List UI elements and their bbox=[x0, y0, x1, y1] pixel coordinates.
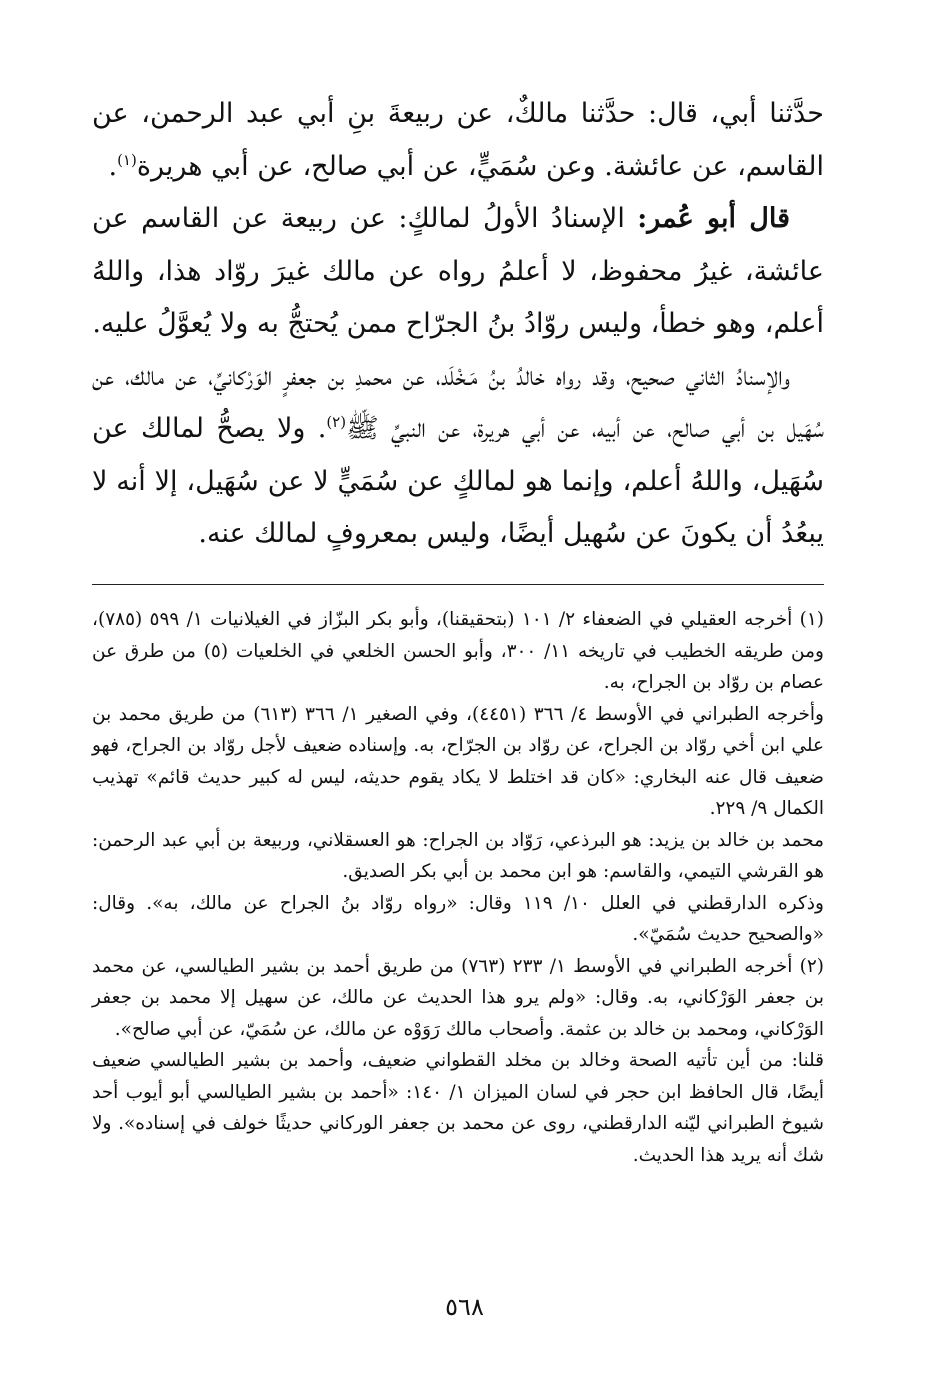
paragraph-1-end: . bbox=[108, 150, 118, 182]
book-page bbox=[0, 88, 929, 1378]
footnote-1-c: محمد بن خالد بن يزيد: هو البرذعي، رَوّاد بن الجراح: هو العسقلاني، وربيعة بن أبي عبد الرحمن: هو القرشي التيمي، والقاسم: هو ابن محمد بن أبي بكر الصديق. bbox=[92, 829, 824, 882]
paragraph-1 bbox=[92, 88, 824, 193]
paragraph-1-text: حدَّثنا أبي، قال: حدَّثنا مالكٌ، عن ربيعةَ بنِ أبي عبد الرحمن، عن القاسم، عن عائشة. وعن سُمَيٍّ، عن أبي صالح، عن أبي هريرة bbox=[92, 98, 824, 182]
footnotes bbox=[92, 604, 824, 1171]
main-text bbox=[92, 88, 824, 561]
paragraph-3-text-a: والإسنادُ الثاني صحيح، وقد رواه خالدُ بنُ مَـخْلَد، عن محمدِ بن جعفرٍ الوَرْكانيِّ، عن مالك، عن سُهَيل بن أبي صالح، عن أبيه، عن أبي هريرة، عن النبيِّ ﷺ bbox=[92, 360, 824, 444]
paragraph-2-text: الإسنادُ الأولُ لمالكٍ: عن ربيعة عن القاسم عن عائشة، غيرُ محفوظ، لا أعلمُ رواه عن مالك غيرَ روّاد هذا، واللهُ أعلم، وهو خطأ، وليس روّادُ بنُ الجرّاح ممن يُحتجُّ به ولا يُعوَّلُ عليه. bbox=[92, 203, 824, 339]
footnote-ref-1: (١) bbox=[117, 150, 137, 169]
paragraph-3 bbox=[92, 351, 824, 561]
footnote-ref-2: (٢) bbox=[326, 413, 347, 431]
page-number: ٥٦٨ bbox=[445, 1293, 484, 1321]
footnote-1-b: وأخرجه الطبراني في الأوسط ٤/ ٣٦٦ (٤٤٥١)، وفي الصغير ١/ ٣٦٦ (٦١٣) من طريق محمد بن علي ابن أخي روّاد بن الجراح، عن روّاد بن الجرّاح، به. وإسناده ضعيف لأجل روّاد بن الجراح، فهو ضعيف قال عنه البخاري: «كان قد اختلط لا يكاد يقوم حديثه، ليس له كبير حديث قائم» تهذيب الكمال ٩/ ٢٢٩. bbox=[92, 703, 824, 819]
footnote-2-a: (٢) أخرجه الطبراني في الأوسط ١/ ٢٣٣ (٧٦٣) من طريق أحمد بن بشير الطيالسي، عن محمد بن جعفر الوَرْكاني، به. وقال: «ولم يرو هذا الحديث عن مالك، عن سهيل إلا محمد بن جعفر الوَرْكاني، ومحمد بن خالد بن عثمة. وأصحاب مالك رَوَوْه عن مالك، عن سُمَيّ، عن أبي صالح». bbox=[92, 955, 824, 1040]
footnote-2-b: قلنا: من أين تأتيه الصحة وخالد بن مخلد القطواني ضعيف، وأحمد بن بشير الطيالسي ضعيف أيضًا، قال الحافظ ابن حجر في لسان الميزان ١/ ١٤٠: «أحمد بن بشير الطيالسي أبو أيوب أحد شيوخ الطبراني ليّنه الدارقطني، روى عن محمد بن جعفر الوركاني حديثًا خولف في إسناده». ولا شك أنه يريد هذا الحديث. bbox=[92, 1050, 824, 1166]
paragraph-2-lead: قال أبو عُمر: bbox=[637, 203, 790, 234]
paragraph-2 bbox=[92, 193, 824, 351]
footnote-1-d: وذكره الدارقطني في العلل ١٠/ ١١٩ وقال: «رواه روّاد بنُ الجراح عن مالك، به». وقال: «والصحيح حديث سُمَيّ». bbox=[92, 892, 824, 945]
footnote-1-a: (١) أخرجه العقيلي في الضعفاء ٢/ ١٠١ (بتحقيقنا)، وأبو بكر البزّاز في الغيلانيات ١/ ٥٩٩ (٧٨٥)، ومن طريقه الخطيب في تاريخه ١١/ ٣٠٠، وأبو الحسن الخلعي في الخلعيات (٥) من طرق عن عصام بن روّاد بن الجراح، به. bbox=[92, 609, 824, 693]
footnote-separator bbox=[92, 584, 824, 585]
paragraph-3-text-b: . ولا يصحُّ لمالك عن سُهَيل، واللهُ أعلم، وإنما هو لمالكٍ عن سُمَيٍّ لا عن سُهَيل، إلا أنه لا يبعُدُ أن يكونَ عن سُهيل أيضًا، وليس بمعروفٍ لمالك عنه. bbox=[92, 413, 824, 549]
